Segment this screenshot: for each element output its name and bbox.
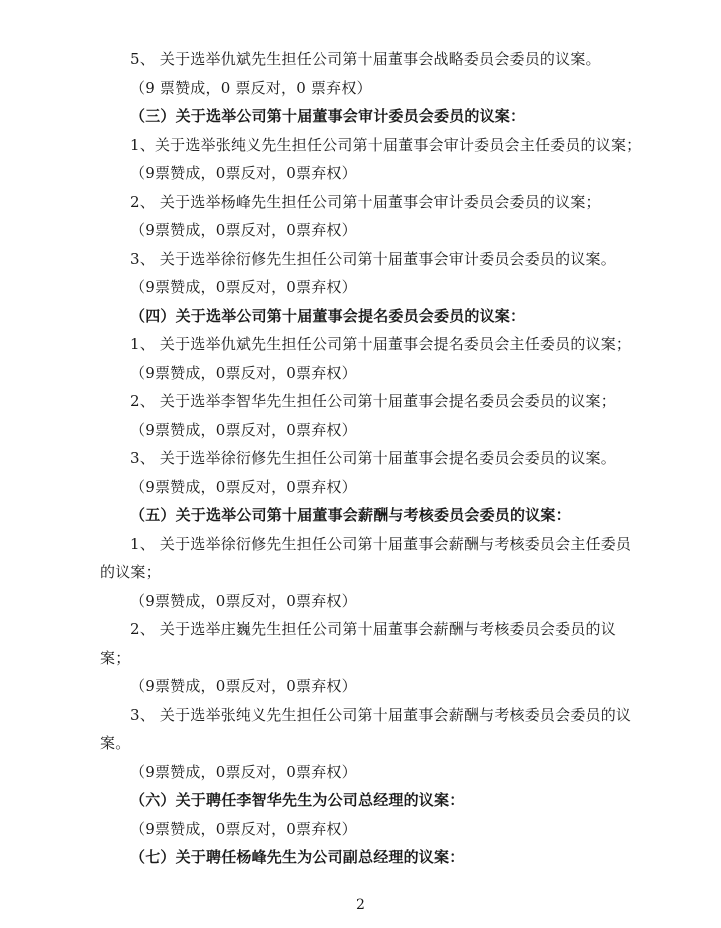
document-line: （9票赞成，0票反对，0票弃权） [130, 477, 357, 496]
document-line: 案。 [100, 734, 131, 752]
document-line: 2、 关于选举庄巍先生担任公司第十届董事会薪酬与考核委员会委员的议 [130, 620, 616, 638]
document-line: （9票赞成，0票反对，0票弃权） [130, 762, 357, 781]
document-line: 3、 关于选举徐衍修先生担任公司第十届董事会审计委员会委员的议案。 [130, 249, 616, 268]
document-line: 的议案； [100, 563, 161, 581]
page-number: 2 [356, 897, 365, 913]
document-line: 2、 关于选举李智华先生担任公司第十届董事会提名委员会委员的议案； [130, 392, 616, 410]
document-line: （9票赞成，0票反对，0票弃权） [130, 278, 357, 296]
document-line: （9票赞成，0票反对，0票弃权） [130, 420, 357, 439]
section-heading-line: （四）关于选举公司第十届董事会提名委员会委员的议案： [130, 306, 526, 325]
document-line: 1、 关于选举徐衍修先生担任公司第十届董事会薪酬与考核委员会主任委员 [130, 534, 632, 553]
document-line: （9票赞成，0票反对，0票弃权） [130, 819, 357, 838]
document-line: 3、 关于选举徐衍修先生担任公司第十届董事会提名委员会委员的议案。 [130, 449, 616, 467]
document-line: 3、 关于选举张纯义先生担任公司第十届董事会薪酬与考核委员会委员的议 [130, 705, 632, 724]
section-heading-line: （五）关于选举公司第十届董事会薪酬与考核委员会委员的议案： [130, 506, 571, 524]
document-line: 1、 关于选举仇斌先生担任公司第十届董事会提名委员会主任委员的议案； [130, 335, 632, 353]
document-line: （9票赞成，0票反对，0票弃权） [130, 677, 357, 695]
document-line: （9票赞成，0票反对，0票弃权） [130, 363, 357, 382]
document-line: （9票赞成，0票反对，0票弃权） [130, 164, 357, 182]
document-line: 2、 关于选举杨峰先生担任公司第十届董事会审计委员会委员的议案； [130, 192, 601, 211]
document-line: 5、 关于选举仇斌先生担任公司第十届董事会战略委员会委员的议案。 [130, 50, 601, 68]
document-line: （9票赞成，0票反对，0票弃权） [130, 221, 357, 239]
document-line: 案； [100, 648, 131, 667]
document-body [100, 45, 642, 872]
document-line: （9 票赞成，0 票反对，0 票弃权） [130, 78, 372, 97]
document-line: 1、关于选举张纯义先生担任公司第十届董事会审计委员会主任委员的议案； [130, 135, 642, 154]
section-heading-line: （七）关于聘任杨峰先生为公司副总经理的议案： [130, 848, 465, 866]
section-heading-line: （六）关于聘任李智华先生为公司总经理的议案： [130, 791, 465, 809]
document-line: （9票赞成，0票反对，0票弃权） [130, 591, 357, 610]
section-heading-line: （三）关于选举公司第十届董事会审计委员会委员的议案： [130, 107, 526, 125]
